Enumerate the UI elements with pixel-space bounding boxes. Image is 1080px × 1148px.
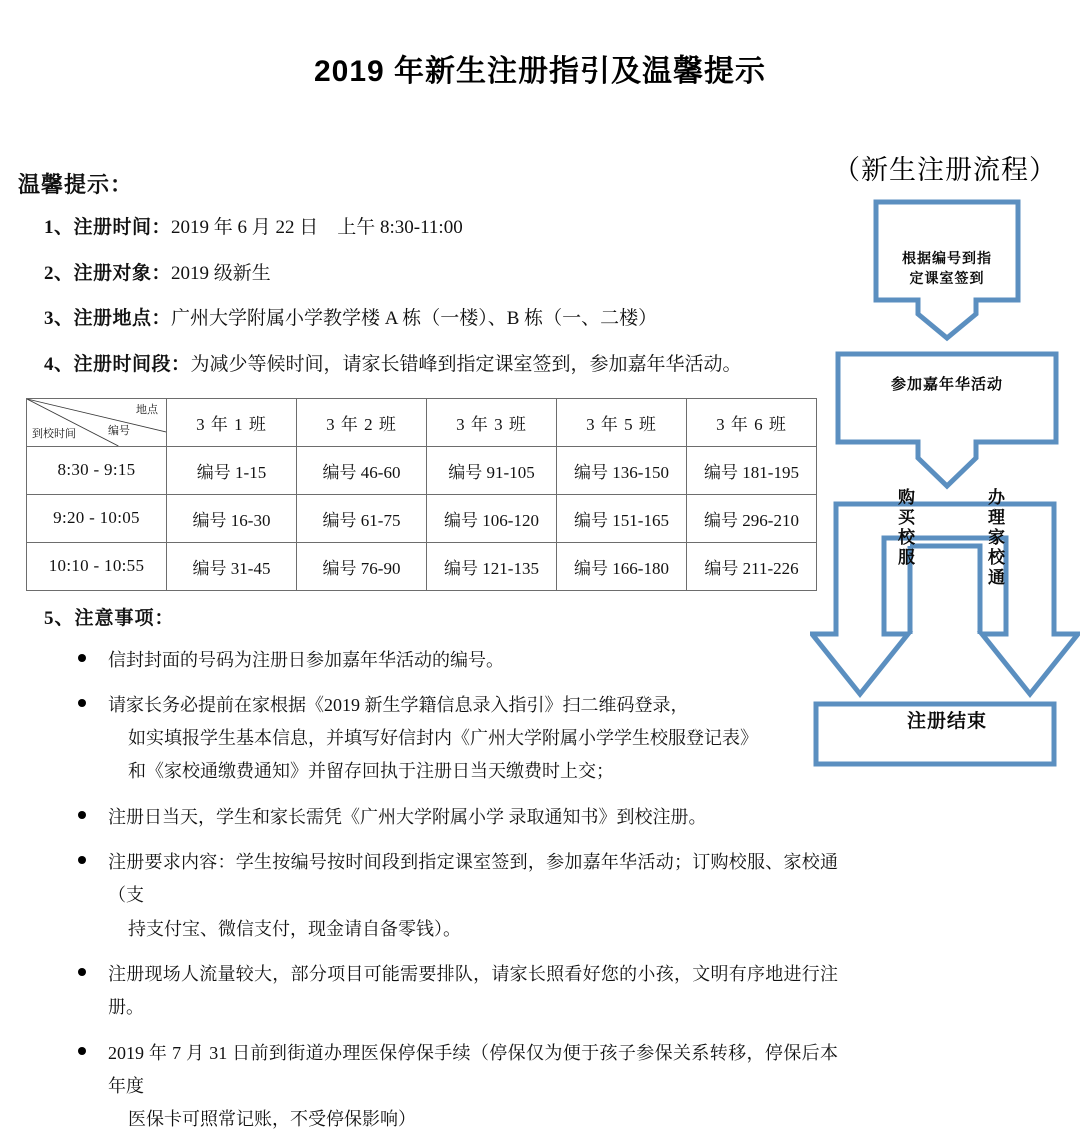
- tip-item-3-value: 广州大学附属小学教学楼 A 栋（一楼）、B 栋（一、二楼）: [171, 308, 658, 330]
- table-col-header-4: 3 年 5 班: [557, 398, 687, 446]
- flowchart-title: （新生注册流程）: [833, 155, 1057, 185]
- note-2-line-1: 请家长务必提前在家根据《2019 新生学籍信息录入指引》扫二维码登录，: [108, 694, 689, 715]
- flow-label-end: 注册结束: [906, 711, 987, 732]
- tip-item-3-label: 注册地点：: [73, 308, 172, 330]
- row-2-cell-3: 编号 106-120: [427, 494, 557, 542]
- list-item: [78, 801, 838, 834]
- row-3-cell-4: 编号 166-180: [557, 542, 687, 590]
- bullet-icon: [78, 811, 86, 819]
- row-2-cell-5: 编号 296-210: [687, 494, 817, 542]
- note-1-line-1: 信封封面的号码为注册日参加嘉年华活动的编号。: [108, 649, 504, 670]
- corner-label-arrival-time: 到校时间: [32, 427, 76, 440]
- tip-item-4: [18, 352, 838, 378]
- list-item: [78, 958, 838, 1025]
- table-row: [27, 494, 817, 542]
- row-1-cell-4: 编号 136-150: [557, 446, 687, 494]
- row-2-time: 9:20 - 10:05: [27, 494, 167, 542]
- row-1-time: 8:30 - 9:15: [27, 446, 167, 494]
- list-item: [78, 689, 838, 789]
- corner-label-number: 编号: [108, 424, 130, 437]
- list-item: [78, 1037, 838, 1137]
- page-title: 2019 年新生注册指引及温馨提示: [313, 55, 767, 88]
- tip-item-4-value: 为减少等候时间，请家长错峰到指定课室签到，参加嘉年华活动。: [190, 353, 742, 375]
- table-col-header-5: 3 年 6 班: [687, 398, 817, 446]
- bullet-icon: [78, 654, 86, 662]
- table-col-header-3: 3 年 3 班: [427, 398, 557, 446]
- row-1-cell-3: 编号 91-105: [427, 446, 557, 494]
- row-2-cell-4: 编号 151-165: [557, 494, 687, 542]
- row-3-time: 10:10 - 10:55: [27, 542, 167, 590]
- row-3-cell-3: 编号 121-135: [427, 542, 557, 590]
- main-content: [18, 168, 838, 1148]
- flow-shape-center-channel: [910, 546, 980, 634]
- corner-label-place: 地点: [136, 403, 158, 416]
- flow-label-step1-line2: 定课室签到: [909, 270, 985, 287]
- note-4-line-1: 注册要求内容：学生按编号按时间段到指定课室签到，参加嘉年华活动；订购校服、家校通（支: [108, 852, 838, 906]
- row-1-cell-5: 编号 181-195: [687, 446, 817, 494]
- schedule-table: [26, 398, 817, 591]
- tip-item-1-value: 2019 年 6 月 22 日 上午 8:30-11:00: [171, 217, 463, 238]
- notes-list: [18, 644, 838, 1137]
- row-1-cell-1: 编号 1-15: [167, 446, 297, 494]
- note-2-line-3: 和《家校通缴费通知》并留存回执于注册日当天缴费时上交；: [128, 761, 614, 782]
- bullet-icon: [78, 1047, 86, 1055]
- tip-item-2: [18, 261, 838, 287]
- tip-item-3-number: 3、: [44, 308, 74, 330]
- row-2-cell-1: 编号 16-30: [167, 494, 297, 542]
- tip-item-4-number: 4、: [44, 353, 74, 375]
- tip-item-1: [18, 215, 838, 241]
- tips-heading: 温馨提示：: [18, 172, 134, 197]
- note-4-line-2: 持支付宝、微信支付，现金请自备零钱）。: [128, 918, 461, 939]
- tip-item-1-label: 注册时间：: [73, 217, 172, 238]
- bullet-icon: [78, 968, 86, 976]
- row-3-cell-1: 编号 31-45: [167, 542, 297, 590]
- table-col-header-2: 3 年 2 班: [297, 398, 427, 446]
- note-6-line-2: 医保卡可照常记账，不受停保影响）: [128, 1109, 416, 1130]
- note-6-line-1: 2019 年 7 月 31 日前到街道办理医保停保手续（停保仅为便于孩子参保关系转移，停保后本年度: [108, 1042, 838, 1096]
- flow-label-step1-line1: 根据编号到指: [902, 250, 992, 266]
- row-1-cell-2: 编号 46-60: [297, 446, 427, 494]
- notes-heading: 5、注意事项：: [44, 607, 175, 629]
- list-item: [78, 644, 838, 677]
- flow-label-branch-left: 购买校服: [895, 488, 914, 568]
- tip-item-4-label: 注册时间段：: [73, 353, 191, 375]
- note-5-line-1: 注册现场人流量较大，部分项目可能需要排队，请家长照看好您的小孩，文明有序地进行注册。: [108, 963, 838, 1018]
- table-row: [27, 446, 817, 494]
- tip-item-3: [18, 306, 838, 332]
- table-row: [27, 542, 817, 590]
- note-3-line-1: 注册日当天，学生和家长需凭《广州大学附属小学 录取通知书》到校注册。: [108, 806, 707, 827]
- tip-item-2-number: 2、: [44, 262, 74, 284]
- list-item: [78, 846, 838, 946]
- row-3-cell-5: 编号 211-226: [687, 542, 817, 590]
- registration-flowchart: [810, 140, 1080, 770]
- bullet-icon: [78, 856, 86, 864]
- flow-label-step2: 参加嘉年华活动: [890, 376, 1003, 393]
- tip-item-2-label: 注册对象：: [73, 262, 172, 284]
- schedule-table-wrapper: [18, 398, 838, 591]
- table-header-row: [27, 398, 817, 446]
- note-2-line-2: 如实填报学生基本信息，并填写好信封内《广州大学附属小学学生校服登记表》: [128, 728, 758, 749]
- flow-label-branch-right: 办理家校通: [985, 488, 1004, 588]
- tip-item-2-value: 2019 级新生: [171, 262, 271, 284]
- flow-label-step1: [880, 248, 1014, 289]
- row-2-cell-2: 编号 61-75: [297, 494, 427, 542]
- bullet-icon: [78, 699, 86, 707]
- table-col-header-1: 3 年 1 班: [167, 398, 297, 446]
- row-3-cell-2: 编号 76-90: [297, 542, 427, 590]
- table-corner-cell: [27, 398, 167, 446]
- flow-shape-branch-fork: [812, 504, 1078, 694]
- tip-item-1-number: 1、: [44, 217, 74, 238]
